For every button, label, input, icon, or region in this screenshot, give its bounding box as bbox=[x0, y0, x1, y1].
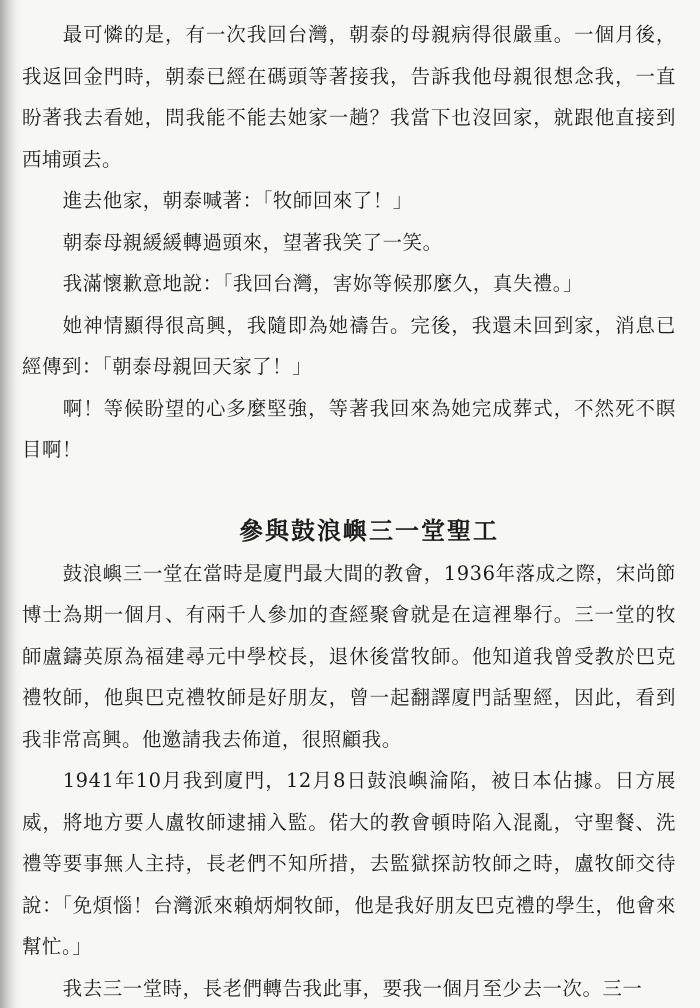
paragraph-9: 我去三一堂時，長老們轉告我此事，要我一個月至少去一次。三一 bbox=[62, 976, 643, 1000]
section-title: 參與鼓浪嶼三一堂聖工 bbox=[239, 515, 499, 545]
binding-shadow bbox=[0, 0, 16, 1008]
paragraph-5: 她神情顯得很高興，我隨即為她禱告。完後，我還未回到家，消息已經傳到：「朝泰母親回天家了！」 bbox=[22, 313, 676, 378]
paragraph-7: 鼓浪嶼三一堂在當時是廈門最大間的教會，1936年落成之際，宋尚節博士為期一個月、有兩千人參加的查經聚會就是在這裡舉行。三一堂的牧師盧鑄英原為福建尋元中學校長，退休後當牧師。他知道我曾受教於巴克禮牧師，他與巴克禮牧師是好朋友，曾一起翻譯廈門話聖經，因此，看到我非常高興。他邀請我去佈道，很照顧我。 bbox=[22, 561, 676, 751]
paragraph-3: 朝泰母親緩緩轉過頭來，望著我笑了一笑。 bbox=[62, 230, 443, 254]
paragraph-4: 我滿懷歉意地說：「我回台灣，害妳等候那麼久，真失禮。」 bbox=[62, 272, 584, 295]
paragraph-6: 啊！等候盼望的心多麼堅強，等著我回來為她完成葬式，不然死不瞑目啊！ bbox=[22, 396, 676, 461]
paragraph-1: 最可憐的是，有一次我回台灣，朝泰的母親病得很嚴重。一個月後，我返回金門時，朝泰已經在碼頭等著接我，告訴我他母親很想念我，一直盼著我去看她，問我能不能去她家一趟？我當下也沒回家，就跟他直接到西埔頭去。 bbox=[22, 23, 676, 171]
paragraph-2: 進去他家，朝泰喊著：「牧師回來了！」 bbox=[62, 189, 413, 212]
page-text bbox=[22, 14, 676, 1008]
paragraph-8: 1941年10月我到廈門，12月8日鼓浪嶼淪陷，被日本佔據。日方展威，將地方要人盧牧師逮捕入監。偌大的教會頓時陷入混亂，守聖餐、洗禮等要事無人主持，長老們不知所措，去監獄探訪牧師之時，盧牧師交待說：「免煩惱！台灣派來賴炳烔牧師，他是我好朋友巴克禮的學生，他會來幫忙。」 bbox=[22, 769, 676, 958]
